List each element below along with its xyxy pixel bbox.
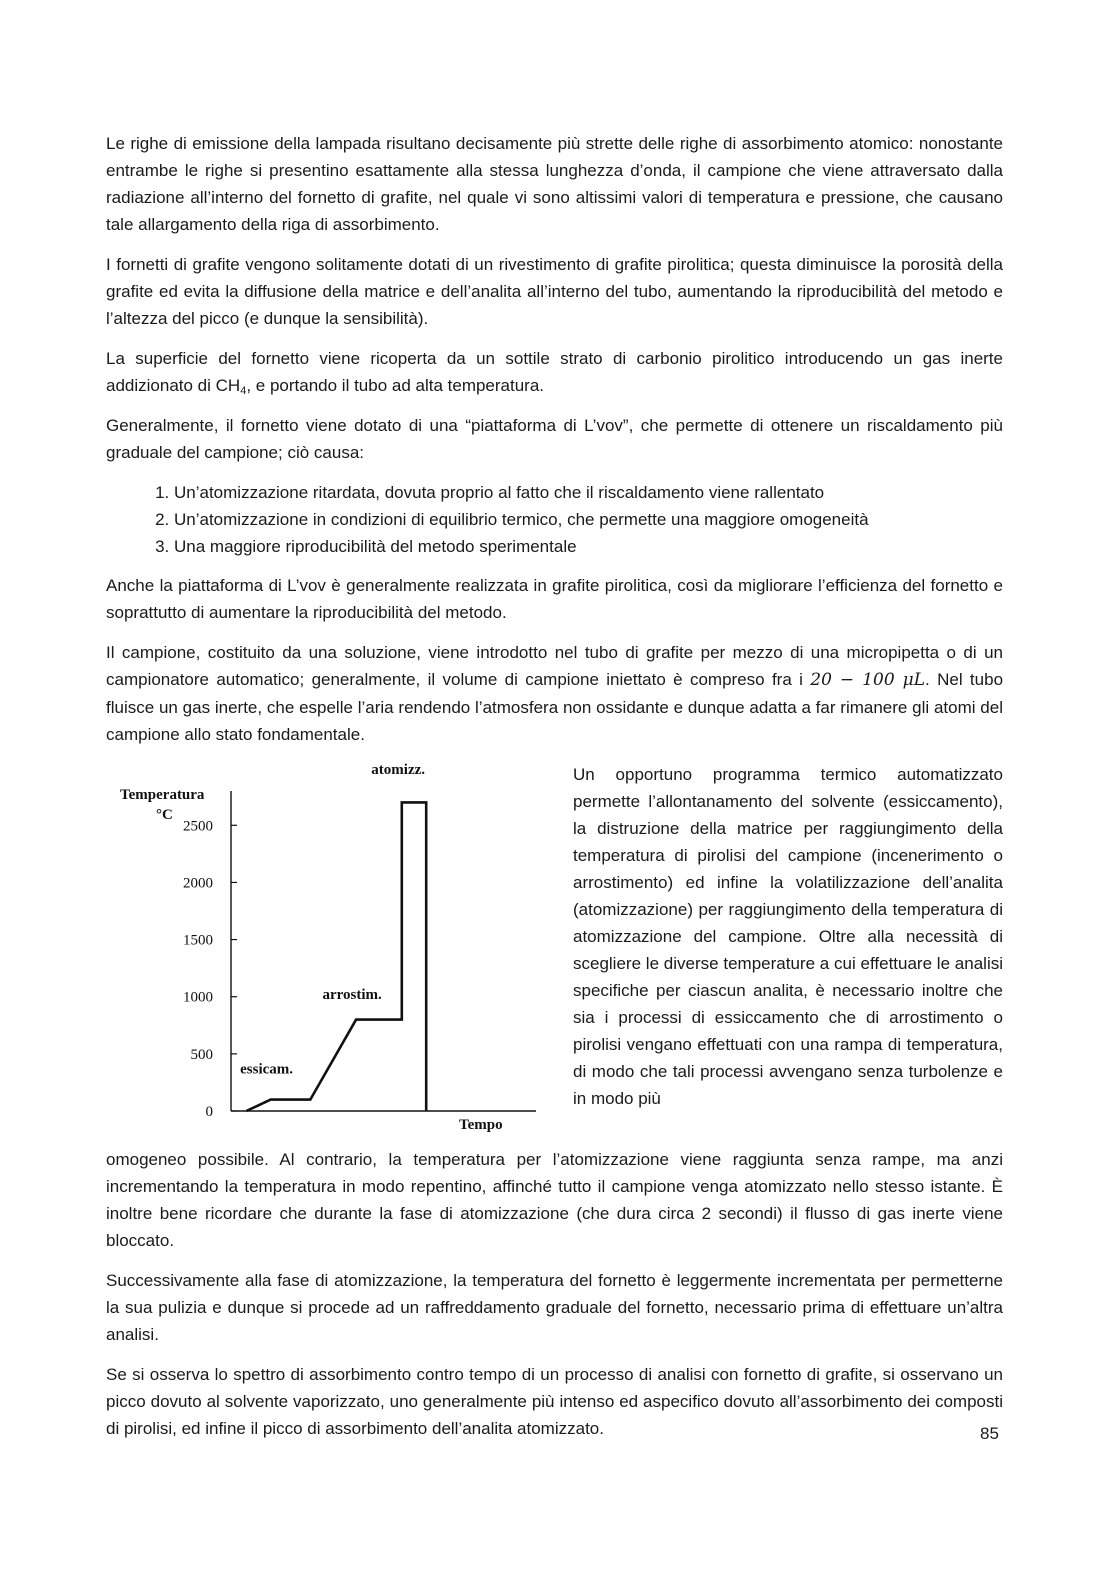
list-item: 3. Una maggiore riproducibilità del metodo sperimentale [174, 533, 1003, 560]
phase-annotation: atomizz. [371, 761, 426, 778]
paragraph-lamp-emission: Le righe di emissione della lampada risultano decisamente più strette delle righe di assorbimento atomico: nonostante entrambe le righe si presentino esattamente alla stessa lunghezza d’onda, il campione che viene attraversato dalla radiazione all’interno del fornetto di grafite, nel quale vi sono altissimi valori di temperatura e pressione, che causano tale allargamento della riga di assorbimento. [106, 134, 1003, 234]
y-tick-label: 2500 [183, 818, 213, 835]
list-item: 2. Un’atomizzazione in condizioni di equilibrio termico, che permette una maggiore omogeneità [174, 506, 1003, 533]
subscript-four: 4 [240, 385, 247, 397]
y-axis-label: Temperatura [120, 787, 205, 803]
temperature-program-chart [106, 761, 556, 1141]
figure-block [106, 761, 1003, 1159]
page-number: 85 [980, 1424, 999, 1443]
y-tick-label: 500 [190, 1046, 213, 1063]
paragraph-absorption-spectrum: Se si osserva lo spettro di assorbimento contro tempo di un processo di analisi con fornetto di grafite, si osservano un picco dovuto al solvente vaporizzato, uno generalmente più intenso ed aspecifico dovuto all’assorbimento dei composti di pirolisi, ed infine il picco di assorbimento dell’analita atomizzato. [106, 1365, 1003, 1438]
paragraph-carbon-layer [106, 345, 1003, 399]
chart-annotations [240, 762, 425, 1077]
paragraph-cleaning: Successivamente alla fase di atomizzazione, la temperatura del fornetto è leggermente incrementata per permetterne la sua pulizia e dunque si procede ad un raffreddamento graduale del fornetto, necessario prima di effettuare un’altra analisi. [106, 1271, 1003, 1344]
y-axis-ticks [183, 818, 237, 1120]
paragraph-pyrolytic-coating: I fornetti di grafite vengono solitamente dotati di un rivestimento di grafite pirolitica; questa diminuisce la porosità della grafite ed evita la diffusione della matrice e dell’analita all’interno del tubo, aumentando la riproducibilità del metodo e l’altezza del picco (e dunque la sensibilità). [106, 255, 1003, 328]
phase-annotation: essicam. [240, 1061, 294, 1078]
paragraph-carbon-layer-text-end: , e portando il tubo ad alta temperatura. [246, 376, 545, 395]
paragraph-sample-injection-text: Il campione, costituito da una soluzione, viene introdotto nel tubo di grafite per mezzo di una micropipetta o di un campionatore automatico; generalmente, il volume di campione iniettato è compreso fra i [106, 643, 1003, 689]
phase-annotation: arrostim. [322, 987, 382, 1003]
effects-list [106, 479, 1003, 560]
volume-range-formula: 20 − 100 μL [810, 670, 926, 690]
y-axis-unit: °C [156, 807, 173, 823]
y-tick-label: 1000 [183, 989, 213, 1006]
y-tick-label: 0 [205, 1104, 213, 1120]
list-item: 1. Un’atomizzazione ritardata, dovuta proprio al fatto che il riscaldamento viene rallentato [174, 479, 1003, 506]
document-page [106, 130, 1003, 1455]
x-axis-label: Tempo [459, 1117, 503, 1133]
paragraph-lvov-platform: Generalmente, il fornetto viene dotato di una “piattaforma di L’vov”, che permette di ottenere un riscaldamento più graduale del campione; ciò causa: [106, 416, 1003, 462]
y-tick-label: 2000 [183, 875, 213, 892]
paragraph-lvov-material: Anche la piattaforma di L’vov è generalmente realizzata in grafite pirolitica, così da migliorare l’efficienza del fornetto e soprattutto di aumentare la riproducibilità del metodo. [106, 576, 1003, 622]
paragraph-sample-injection-text-end: . Nel tubo fluisce un gas inerte, che espelle l’aria rendendo l’atmosfera non ossidante e dunque adatta a far rimanere gli atomi del campione allo stato fondamentale. [106, 670, 1004, 744]
y-tick-label: 1500 [183, 932, 213, 949]
paragraph-sample-injection [106, 639, 1003, 748]
paragraph-thermal-program: Un opportuno programma termico automatizzato permette l’allontanamento del solvente (essiccamento), la distruzione della matrice per raggiungimento della temperatura di pirolisi del campione (incenerimento o arrostimento) ed infine la volatilizzazione dell’analita (atomizzazione) per raggiungimento della temperatura di atomizzazione del campione. Oltre alla necessità di scegliere le diverse temperature a cui effettuare le analisi specifiche per ciascun analita, è necessario inoltre che sia i processi di essiccamento che di arrostimento o pirolisi vengano effettuati con una rampa di temperatura, di modo che tali processi avvengano senza turbolenze e in modo più [573, 765, 1003, 1108]
paragraph-carbon-layer-text: La superficie del fornetto viene ricoperta da un sottile strato di carbonio pirolitico introducendo un gas inerte addizionato di CH [106, 349, 1003, 395]
paragraph-thermal-program-continued: omogeneo possibile. Al contrario, la temperatura per l’atomizzazione viene raggiunta senza rampe, ma anzi incrementando la temperatura in modo repentino, affinché tutto il campione venga atomizzato nello stesso istante. È inoltre bene ricordare che durante la fase di atomizzazione (che dura circa 2 secondi) il flusso di gas inerte viene bloccato. [106, 1150, 1003, 1250]
